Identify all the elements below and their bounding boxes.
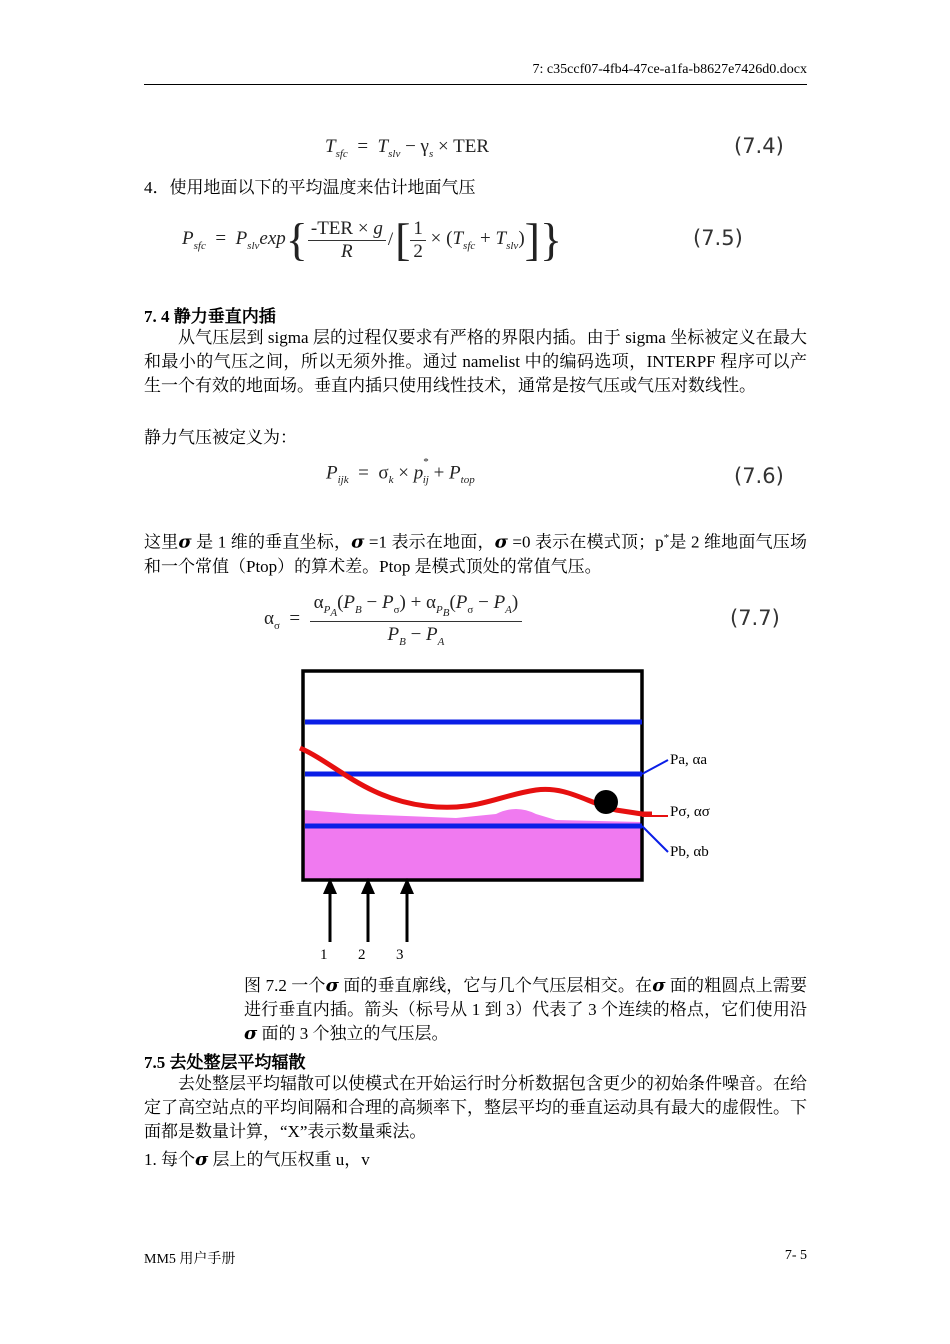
label-pointer: [642, 760, 668, 774]
sigma-symbol: σ: [325, 975, 339, 996]
equation-7-5: $P_{sfc} = P_{slv}\exp$ { $\frac{\text{-TER × g}}{R}$ / [ $\frac{1}{2}$ × $(T_{sfc} + T_{slv})$ ] }: [182, 214, 563, 265]
sigma-symbol: σ: [351, 531, 365, 553]
section-heading-7-5: 7.5 去处整层平均辐散: [144, 1053, 306, 1072]
arrow-label-3: 3: [396, 947, 404, 963]
figure-label-pa: Pa, αa: [670, 752, 708, 768]
figure-label-pb: Pb, αb: [670, 844, 709, 860]
label-pointer: [642, 826, 668, 852]
equation-7-6: $P_{ijk} = \sigma_k \times p^*_{ij} + P_{top}$: [326, 456, 475, 487]
caption-run: 面的 3 个独立的气压层。: [261, 1024, 449, 1043]
text-run: =1 表示在地面，: [368, 532, 495, 552]
sigma-symbol: σ: [494, 531, 508, 553]
paragraph: 静力气压被定义为：: [144, 428, 297, 447]
footer-page-number: 7- 5: [784, 1248, 807, 1263]
grid-arrow-1: [323, 878, 337, 942]
sigma-symbol: σ: [178, 531, 192, 553]
equation-7-4: $T_{sfc} = T_{slv} - \gamma_s$ × TER: [325, 136, 490, 160]
sigma-symbol: σ: [195, 1149, 209, 1170]
equation-number: (7.4): [734, 134, 784, 158]
superscript-star: *: [663, 532, 670, 544]
equation-7-7: $\alpha_\sigma$ = $\frac{\alpha_{P_A}(P_B - P_\sigma) + \alpha_{P_B}(P_\sigma - P_A)}{P_B - P_A}$: [264, 588, 522, 652]
text-run: =0 表示在模式顶；p: [512, 532, 664, 552]
figure-caption: [244, 974, 807, 1046]
grid-arrow-2: [361, 878, 375, 942]
equation-number: (7.6): [734, 464, 784, 488]
text-run: 1. 每个: [144, 1150, 195, 1169]
step-4-text: 4．使用地面以下的平均温度来估计地面气压: [144, 178, 476, 197]
step-1-text: [144, 1148, 370, 1172]
caption-run: 面的垂直廓线，它与几个气压层相交。在: [343, 976, 653, 995]
text-run: 这里: [144, 532, 179, 552]
sigma-symbol: σ: [244, 1023, 258, 1044]
arrow-label-2: 2: [358, 947, 366, 963]
figure-label-psigma: Pσ, ασ: [670, 804, 710, 820]
text-run: 是 1 维的垂直坐标，: [196, 532, 352, 552]
figure-vertical-profile: [296, 664, 736, 964]
paragraph: 去处整层平均辐散可以使模式在开始运行时分析数据包含更少的初始条件噪音。在给定了高空站点的平均间隔和合理的高频率下，整层平均的垂直运动具有最大的虚假性。下面都是数量计算，“X”表示数量乘法。: [144, 1074, 807, 1141]
header-rule: [144, 84, 807, 85]
text-run: 层上的气压权重 u，v: [212, 1150, 370, 1169]
caption-run: 面的粗圆点上需要进行垂直内插。箭头（标号从 1 到 3）代表了 3 个连续的格点，它们使用沿: [244, 976, 808, 1019]
paragraph-sigma-definition: [144, 526, 807, 579]
text-run: 是 2 维地面气压场和一个常值（Ptop）的算术差。Ptop 是模式顶处的常值气压。: [144, 532, 807, 576]
header-filename: 7: c35ccf07-4fb4-47ce-a1fa-b8627e7426d0.docx: [532, 62, 807, 77]
sigma-symbol: σ: [652, 975, 666, 996]
footer-title: MM5 用户手册: [144, 1252, 236, 1267]
caption-run: 图 7.2 一个: [244, 976, 326, 995]
interpolation-point: [594, 790, 618, 814]
equation-number: (7.7): [730, 606, 780, 630]
section-heading-7-4: 7. 4 静力垂直内插: [144, 307, 276, 326]
terrain-area: [304, 809, 641, 880]
paragraph: 从气压层到 sigma 层的过程仅要求有严格的界限内插。由于 sigma 坐标被定义在最大和最小的气压之间，所以无须外推。通过 namelist 中的编码选项，INTERPF 程序可以产生一个有效的地面场。垂直内插只使用线性技术，通常是按气压或气压对数线性。: [144, 328, 807, 395]
grid-arrow-3: [400, 878, 414, 942]
equation-number: (7.5): [693, 226, 743, 250]
arrow-label-1: 1: [320, 947, 328, 963]
